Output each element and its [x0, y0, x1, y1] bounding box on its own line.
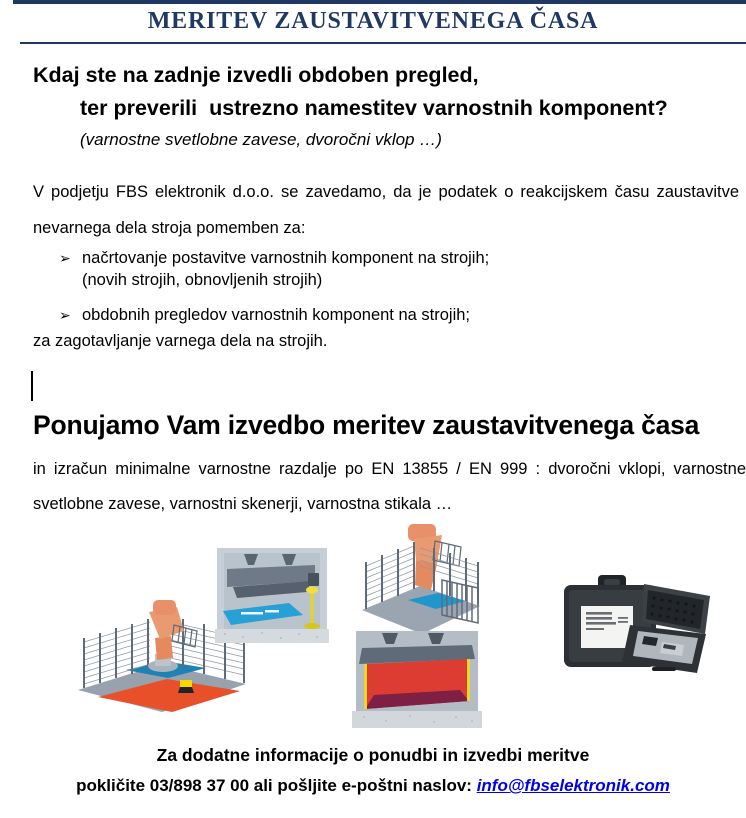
figure-press-blue-mat	[215, 548, 329, 643]
offer-heading: Ponujamo Vam izvedbo meritev zaustavitvenega časa	[33, 410, 700, 440]
title-divider	[20, 42, 746, 44]
case-photo-illustration	[558, 570, 716, 680]
press-blue-illustration	[215, 548, 329, 643]
press-red-illustration	[352, 631, 482, 728]
list-item	[59, 247, 719, 291]
bullet-line: (novih strojih, obnovljenih strojih)	[82, 271, 323, 289]
arrow-bullet-icon: ➢	[59, 250, 71, 266]
bullet-line: načrtovanje postavitve varnostnih komponent na strojih;	[82, 249, 490, 267]
offer-paragraph: in izračun minimalne varnostne razdalje po EN 13855 / EN 999 : dvoročni vklopi, varnostne svetlobne zavese, varnostni skenerji, varnostna stikala …	[33, 460, 746, 513]
arrow-bullet-icon: ➢	[59, 307, 71, 323]
page-title: MERITEV ZAUSTAVITVENEGA ČASA	[147, 8, 599, 34]
email-link[interactable]: info@fbselektronik.com	[476, 776, 670, 795]
figure-press-red-zone	[352, 631, 482, 728]
question-heading-line1: Kdaj ste na zadnje izvedli obdoben pregled,	[33, 63, 479, 87]
bullet-line: obdobnih pregledov varnostnih komponent na strojih;	[82, 306, 471, 324]
question-note: (varnostne svetlobne zavese, dvoročni vklop …)	[80, 130, 442, 149]
footer-info-line: Za dodatne informacije o ponudbi in izvedbi meritve	[156, 745, 590, 765]
bullet-list	[59, 247, 719, 339]
closing-text: za zagotavljanje varnega dela na strojih.	[33, 332, 328, 350]
footer-contact-text: pokličite 03/898 37 00 ali pošljite e-poštni naslov:	[76, 776, 477, 795]
footer-contact-line	[0, 776, 746, 796]
question-heading-line2: ter preverili ustrezno namestitev varnostnih komponent?	[80, 96, 668, 120]
list-item	[59, 304, 719, 326]
bullet-text	[82, 304, 470, 326]
intro-paragraph: V podjetju FBS elektronik d.o.o. se zavedamo, da je podatek o reakcijskem času zaustavitve nevarnega dela stroja pomemben za:	[33, 183, 739, 237]
top-border-bar	[13, 0, 746, 4]
text-cursor	[31, 371, 33, 401]
bullet-text	[82, 247, 489, 291]
figure-measurement-cases	[558, 570, 716, 680]
